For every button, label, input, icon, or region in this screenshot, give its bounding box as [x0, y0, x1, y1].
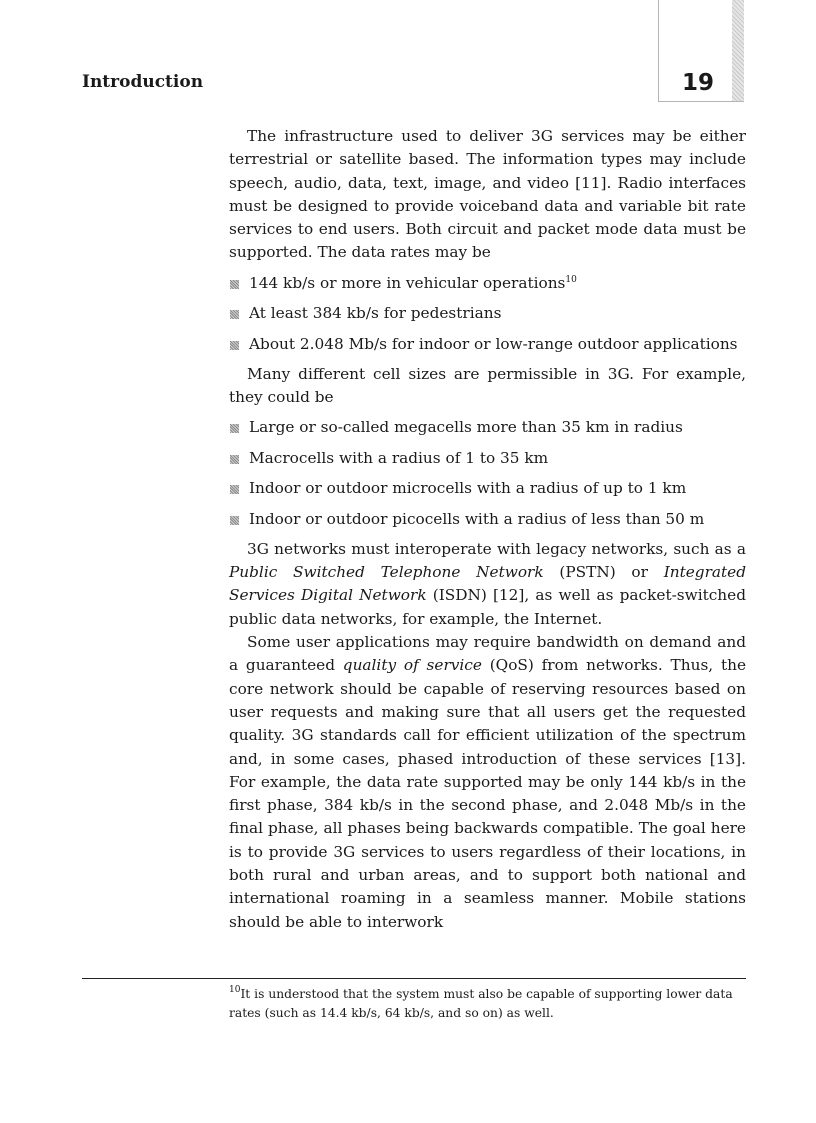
footnote-rule [82, 978, 746, 979]
page-number: 19 [682, 70, 715, 96]
body-text [229, 125, 746, 934]
square-bullet-icon [230, 310, 239, 319]
square-bullet-icon [230, 516, 239, 525]
list-item [229, 333, 746, 356]
list-item [229, 447, 746, 470]
footnote-text: It is understood that the system must also be capable of supporting lower data rates (such as 14.4 kb/s, 64 kb/s, and so on) as well. [229, 987, 733, 1020]
square-bullet-icon [230, 341, 239, 350]
footnote [229, 985, 746, 1023]
paragraph-interoperation: 3G networks must interoperate with legacy networks, such as a Public Switched Telephone Network (PSTN) or Integrated Services Digital Network (ISDN) [12], as well as packet-switched public data networks, for example, the Internet. [229, 539, 747, 628]
list-item [229, 272, 746, 295]
list-item [229, 477, 746, 500]
term-isdn: Integrated Services Digital Network [229, 563, 746, 605]
list-item [229, 508, 746, 531]
list-item-text: 144 kb/s or more in vehicular operations [249, 273, 566, 292]
list-item-text: Large or so-called megacells more than 35 km in radius [249, 418, 683, 437]
paragraph-cell-sizes: Many different cell sizes are permissible in 3G. For example, they could be [229, 364, 746, 407]
square-bullet-icon [230, 280, 239, 289]
paragraph-qos: Some user applications may require bandwidth on demand and a guaranteed quality of service (QoS) from networks. Thus, the core network should be capable of reserving resources based on user requests and making sure that all users get the requested quality. 3G standards call for efficient utilization of the spectrum and, in some cases, phased introduction of these services [13]. For example, the data rate supported may be only 144 kb/s in the first phase, 384 kb/s in the second phase, and 2.048 Mb/s in the final phase, all phases being backwards compatible. The goal here is to provide 3G services to users regardless of their locations, in both rural and urban areas, and to support both national and international roaming in a seamless manner. Mobile stations should be able to interwork [229, 633, 746, 931]
square-bullet-icon [230, 424, 239, 433]
list-item [229, 416, 746, 439]
footnote-marker: 10 [565, 274, 577, 285]
term-qos: quality of service [342, 656, 482, 675]
term-pstn: Public Switched Telephone Network [229, 563, 544, 582]
paragraph-infrastructure: The infrastructure used to deliver 3G services may be either terrestrial or satellite based. The information types may include speech, audio, data, text, image, and video [11]. Radio interfaces must be designed to provide voiceband data and variable bit rate services to end users. Both circuit and packet mode data must be supported. The data rates may be [229, 127, 746, 262]
footnote-number: 10 [229, 985, 241, 995]
cell-sizes-list [229, 416, 746, 531]
list-item [229, 302, 746, 325]
page-tab-shading [732, 0, 744, 101]
list-item-text: Indoor or outdoor microcells with a radius of up to 1 km [249, 479, 687, 498]
square-bullet-icon [230, 485, 239, 494]
running-head: Introduction [82, 72, 204, 92]
data-rates-list [229, 272, 746, 356]
list-item-text: About 2.048 Mb/s for indoor or low-range outdoor applications [249, 334, 738, 353]
square-bullet-icon [230, 455, 239, 464]
list-item-text: At least 384 kb/s for pedestrians [249, 304, 502, 323]
list-item-text: Macrocells with a radius of 1 to 35 km [249, 448, 549, 467]
list-item-text: Indoor or outdoor picocells with a radius of less than 50 m [249, 509, 705, 528]
